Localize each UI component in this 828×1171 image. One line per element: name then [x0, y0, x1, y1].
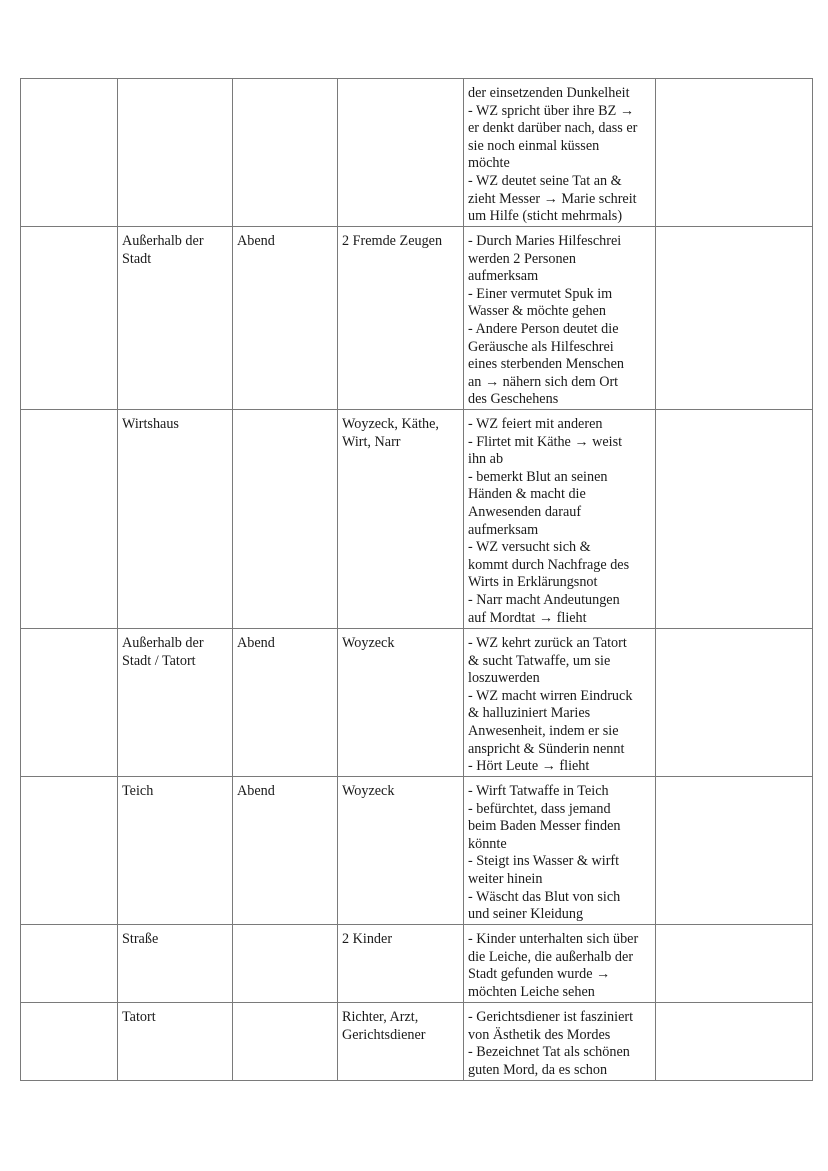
cell-text: - WZ kehrt zurück an Tatort & sucht Tatwaffe, um sie loszuwerden - WZ macht wirren Eindruck & halluziniert Maries Anwesenheit, indem er sie anspricht & Sünderin nennt - Hört Leute → flieht — [468, 635, 633, 775]
table-row — [21, 410, 813, 629]
cell-inhalt — [464, 410, 656, 629]
cell-text: 2 Kinder — [342, 931, 393, 947]
cell-empty-left — [21, 629, 118, 777]
cell-figuren — [338, 410, 464, 629]
cell-ort — [118, 79, 233, 227]
cell-text: Wirtshaus — [122, 416, 179, 432]
cell-ort — [118, 227, 233, 410]
cell-figuren — [338, 227, 464, 410]
cell-zeit — [233, 410, 338, 629]
cell-empty-left — [21, 925, 118, 1003]
cell-text: - Durch Maries Hilfeschrei werden 2 Personen aufmerksam - Einer vermutet Spuk im Wasser & möchte gehen - Andere Person deutet die Geräusche als Hilfeschrei eines sterbenden Menschen an → nähern sich dem Ort des Geschehens — [468, 233, 625, 408]
cell-zeit — [233, 777, 338, 925]
table-row — [21, 79, 813, 227]
table-row — [21, 1003, 813, 1081]
cell-figuren — [338, 777, 464, 925]
cell-text: Abend — [237, 783, 275, 799]
cell-text: Straße — [122, 931, 159, 947]
cell-text: Abend — [237, 635, 275, 651]
cell-text: Teich — [122, 783, 154, 799]
cell-text: Woyzeck — [342, 635, 395, 651]
cell-ort — [118, 1003, 233, 1081]
cell-figuren — [338, 79, 464, 227]
cell-empty-right — [656, 410, 813, 629]
cell-empty-left — [21, 410, 118, 629]
table-row — [21, 227, 813, 410]
cell-figuren — [338, 1003, 464, 1081]
cell-figuren — [338, 629, 464, 777]
cell-inhalt — [464, 227, 656, 410]
cell-figuren — [338, 925, 464, 1003]
cell-text: - Gerichtsdiener ist fasziniert von Ästhetik des Mordes - Bezeichnet Tat als schönen guten Mord, da es schon — [468, 1009, 634, 1078]
cell-empty-left — [21, 777, 118, 925]
cell-text: Außerhalb der Stadt — [122, 233, 204, 267]
cell-text: Außerhalb der Stadt / Tatort — [122, 635, 204, 669]
cell-zeit — [233, 227, 338, 410]
scene-table — [20, 78, 813, 1081]
cell-empty-right — [656, 1003, 813, 1081]
cell-empty-left — [21, 1003, 118, 1081]
cell-ort — [118, 925, 233, 1003]
cell-empty-right — [656, 227, 813, 410]
cell-empty-left — [21, 227, 118, 410]
cell-text: - Kinder unterhalten sich über die Leiche, die außerhalb der Stadt gefunden wurde → möchten Leiche sehen — [468, 931, 639, 1000]
cell-ort — [118, 777, 233, 925]
cell-text: Abend — [237, 233, 275, 249]
cell-empty-right — [656, 79, 813, 227]
cell-empty-left — [21, 79, 118, 227]
cell-zeit — [233, 79, 338, 227]
cell-inhalt — [464, 629, 656, 777]
cell-zeit — [233, 925, 338, 1003]
cell-text: 2 Fremde Zeugen — [342, 233, 443, 249]
cell-text: Tatort — [122, 1009, 156, 1025]
cell-inhalt — [464, 777, 656, 925]
cell-text: der einsetzenden Dunkelheit - WZ spricht über ihre BZ → er denkt darüber nach, dass er sie noch einmal küssen möchte - WZ deutet seine Tat an & zieht Messer → Marie schreit um Hilfe (sticht mehrmals) — [468, 85, 638, 225]
cell-text: Woyzeck — [342, 783, 395, 799]
cell-empty-right — [656, 629, 813, 777]
cell-inhalt — [464, 1003, 656, 1081]
cell-ort — [118, 629, 233, 777]
cell-text: Richter, Arzt, Gerichtsdiener — [342, 1009, 426, 1043]
cell-ort — [118, 410, 233, 629]
table-row — [21, 925, 813, 1003]
cell-empty-right — [656, 925, 813, 1003]
cell-zeit — [233, 1003, 338, 1081]
table-row — [21, 777, 813, 925]
cell-inhalt — [464, 925, 656, 1003]
cell-inhalt — [464, 79, 656, 227]
cell-empty-right — [656, 777, 813, 925]
cell-text: - WZ feiert mit anderen - Flirtet mit Käthe → weist ihn ab - bemerkt Blut an seinen Händen & macht die Anwesenden darauf aufmerksam - WZ versucht sich & kommt durch Nachfrage des Wirts in Erklärungsnot - Narr macht Andeutungen auf Mordtat → flieht — [468, 416, 630, 626]
cell-text: - Wirft Tatwaffe in Teich - befürchtet, dass jemand beim Baden Messer finden könnte - Steigt ins Wasser & wirft weiter hinein - Wäscht das Blut von sich und seiner Kleidung — [468, 783, 621, 923]
cell-zeit — [233, 629, 338, 777]
cell-text: Woyzeck, Käthe, Wirt, Narr — [342, 416, 439, 450]
table-row — [21, 629, 813, 777]
